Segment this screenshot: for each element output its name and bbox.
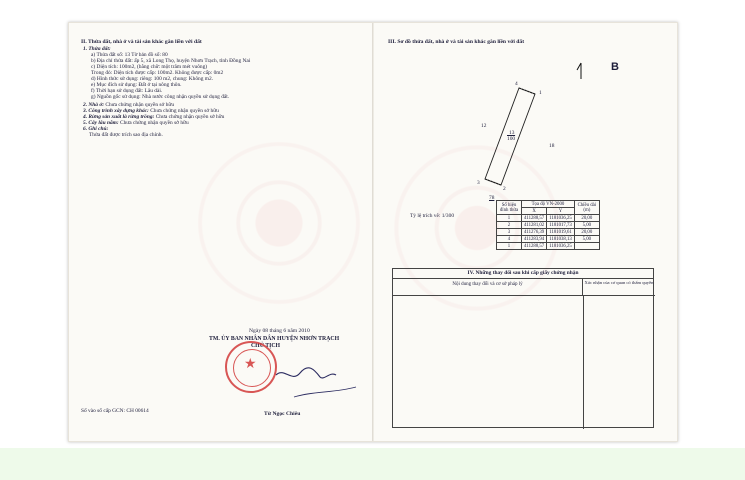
neighbor-18-label: 18: [549, 143, 555, 149]
table-cell: 20,00: [574, 215, 599, 222]
bottom-band: [0, 448, 745, 480]
land-line: a) Thửa đất số: 13 Tờ bản đồ số: 80: [91, 52, 168, 58]
table-row: [497, 222, 600, 229]
item-construction: 3. Công trình xây dựng khác: Chưa chứng nhận quyền sở hữu: [83, 108, 219, 114]
table-cell: 411288,57: [522, 243, 547, 250]
parcel-plan-drawing: [381, 33, 671, 216]
table-cell: 1181017,73: [547, 222, 575, 229]
parcel-area-label: 100: [507, 136, 516, 142]
land-line: e) Mục đích sử dụng: Đất ở tại nông thôn.: [91, 82, 182, 88]
table-cell: 20,00: [574, 229, 599, 236]
map-scale: Tỷ lệ trích vẽ: 1/300: [410, 213, 455, 219]
land-certificate-document: [68, 22, 678, 442]
table-cell: 3: [497, 229, 522, 236]
vertex-3-label: 3: [477, 180, 480, 186]
table-cell: 1181019,61: [547, 229, 575, 236]
chairman-title: CHỦ TỊCH: [251, 343, 281, 349]
left-page: [69, 23, 372, 441]
neighbor-12-label: 12: [481, 123, 487, 129]
table-row: [497, 236, 600, 243]
table-cell: 1181036,25: [547, 243, 575, 250]
land-line: b) Địa chỉ thửa đất: ấp 5, xã Long Thọ, huyện Nhơn Trạch, tỉnh Đồng Nai: [91, 58, 251, 64]
changes-content-header: Nội dung thay đổi và cơ sở pháp lý: [393, 278, 583, 296]
table-row: [497, 215, 600, 222]
watermark-emblem: [189, 133, 369, 313]
table-cell: 5,00: [574, 236, 599, 243]
table-cell: 2: [497, 222, 522, 229]
column-divider: [583, 296, 584, 429]
neighbor-78-label: 78: [489, 195, 495, 201]
right-page: [372, 23, 677, 441]
table-row: [497, 229, 600, 236]
table-cell: 1: [497, 215, 522, 222]
parcel-number-label: 13: [509, 130, 515, 136]
changes-table: [392, 268, 654, 428]
table-cell: 411283,94: [522, 236, 547, 243]
handwritten-signature: [274, 363, 364, 403]
table-cell: 411288,57: [522, 215, 547, 222]
note-text: Thửa đất được trích sao địa chính.: [89, 132, 163, 138]
vertex-1-label: 1: [539, 90, 542, 96]
table-cell: 1181038,13: [547, 236, 575, 243]
signer-name: Từ Ngọc Chiêu: [264, 411, 301, 417]
issuing-authority: TM. ỦY BAN NHÂN DÂN HUYỆN NHƠN TRẠCH: [209, 336, 340, 342]
table-cell: 5,00: [574, 222, 599, 229]
item-perennial-trees: 5. Cây lâu năm: Chưa chứng nhận quyền sở hữu: [83, 120, 189, 126]
parcel-map: [381, 33, 671, 216]
table-cell: [574, 243, 599, 250]
land-line: g) Nguồn gốc sử dụng: Nhà nước công nhận quyền sử dụng đất.: [91, 94, 230, 100]
changes-approval-header: Xác nhận của cơ quan có thẩm quyền: [583, 278, 655, 296]
table-cell: 4: [497, 236, 522, 243]
table-cell: 1: [497, 243, 522, 250]
land-heading: 1. Thửa đất:: [83, 46, 111, 52]
certificate-number: Số vào sổ cấp GCN: CH 00614: [81, 408, 149, 414]
land-line: Trong đó: Diện tích được cấp: 100m2. Không được cấp: 0m2: [91, 70, 224, 76]
issue-date: Ngày 08 tháng 6 năm 2010: [249, 328, 310, 334]
coordinates-table: [496, 200, 600, 250]
head-coord: Tọa độ VN-2000: [522, 201, 575, 208]
head-length: Chiều dài (m): [574, 201, 599, 215]
item-notes: 6. Ghi chú:: [83, 126, 109, 132]
head-y: Y: [547, 208, 575, 215]
head-x: X: [522, 208, 547, 215]
land-line: c) Diện tích: 100m2, (bằng chữ: một trăm mét vuông): [91, 64, 208, 70]
section-ii-title: II. Thửa đất, nhà ở và tài sản khác gắn liền với đất: [81, 39, 202, 45]
table-row: [497, 243, 600, 250]
section-iii-title: III. Sơ đồ thửa đất, nhà ở và tài sản khác gắn liền với đất: [388, 39, 525, 45]
item-forest: 4. Rừng sản xuất là rừng trồng: Chưa chứng nhận quyền sở hữu: [83, 114, 225, 120]
north-arrow-label: B: [611, 61, 619, 73]
land-line: d) Hình thức sử dụng: riêng: 100 m2, chung: Không m2.: [91, 76, 214, 82]
vertex-4-label: 4: [515, 81, 518, 87]
land-line: f) Thời hạn sử dụng đất: Lâu dài.: [91, 88, 163, 94]
vertex-2-label: 2: [503, 186, 506, 192]
table-cell: 411281,02: [522, 222, 547, 229]
item-house: 2. Nhà ở: Chưa chứng nhận quyền sở hữu: [83, 102, 175, 108]
head-point: Số hiệu đỉnh thửa: [497, 201, 522, 215]
changes-title: IV. Những thay đổi sau khi cấp giấy chứng nhận: [393, 269, 653, 279]
table-cell: 411276,39: [522, 229, 547, 236]
table-cell: 1181036,25: [547, 215, 575, 222]
official-red-stamp: ★: [225, 341, 277, 393]
